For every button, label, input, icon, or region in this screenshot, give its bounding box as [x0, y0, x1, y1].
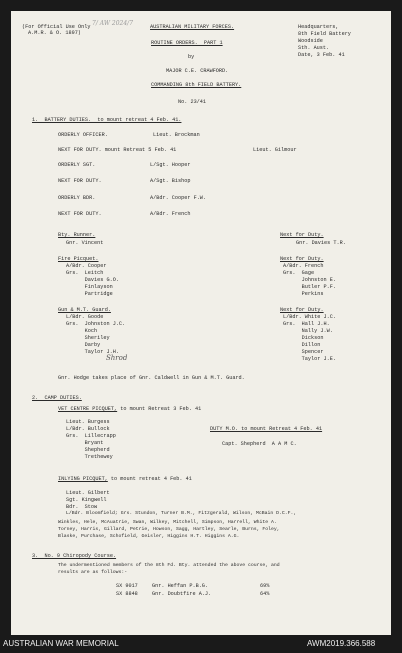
section3-heading: 3. No. 9 Chiropody Course.: [32, 553, 117, 559]
section1-heading: 1. BATTERY DUTIES. to mount retreat 4 Feb. 41.: [32, 117, 182, 123]
inlying-line: Sgt. Kingwell: [66, 497, 107, 503]
hq-line-3: Woodside: [298, 38, 323, 44]
official-use-line-2: A.M.R. & O. 1897): [28, 30, 81, 36]
duty-name: L/Sgt. Hooper: [150, 162, 191, 168]
duty-name: Lieut. Brockman: [153, 132, 200, 138]
hq-line-2: 8th Field Battery: [298, 31, 351, 37]
inlying-picquet-heading: [58, 476, 192, 482]
next-duty-line: Perkins: [283, 291, 324, 297]
next-duty-line: Nally J.W.: [283, 328, 333, 334]
fire-picquet-line: Finlayson: [66, 284, 113, 290]
gun-guard-line: Sheriley: [66, 335, 110, 341]
section2-heading: 2. CAMP DUTIES.: [32, 395, 82, 401]
fire-picquet-line: Davies G.O.: [66, 277, 119, 283]
substitution-note: Gnr. Hodge takes place of Gnr. Caldwell in Gun & M.T. Guard.: [58, 375, 245, 381]
gun-guard-title: Gun & M.T. Guard.: [58, 307, 111, 313]
next-duty-line: Dickson: [283, 335, 324, 341]
duty-name: A/Bdr. French: [150, 211, 191, 217]
pencil-note: 7/ AW 2024/7: [92, 20, 134, 27]
entrance-picquet-heading: [58, 406, 201, 412]
inlying-picquet-title: INLYING PICQUET,: [58, 476, 108, 482]
entrance-picquet-title: VET CENTRE PICQUET,: [58, 406, 118, 412]
entrance-picquet-line: Grs. Lillecrapp: [66, 433, 116, 439]
gun-guard-line: Grs. Johnston J.C.: [66, 321, 126, 327]
section3-intro: The undermentioned members of the 8th Fd. Bty. attended the above course, and: [58, 563, 280, 568]
fire-picquet-line: A/Bdr. Cooper: [66, 263, 107, 269]
gun-guard-line: L/Bdr. Goode: [66, 314, 104, 320]
title-line-5: COMMANDING 8th FIELD BATTERY.: [151, 82, 242, 88]
entrance-picquet-line: L/Bdr. Bullock: [66, 426, 110, 432]
fire-picquet-title: Fire Picquet.: [58, 256, 99, 262]
duty-role: NEXT FOR DUTY. mount Retreat 5 Feb. 41: [58, 147, 177, 153]
inlying-line: Blaske, Purchase, Schofield, Geisler, Higgins H.T. Higgins A.G.: [58, 534, 240, 539]
bty-runner-title: Bty. Runner.: [58, 232, 96, 238]
duty-name: A/Bdr. Cooper F.W.: [150, 195, 207, 201]
entrance-picquet-line: Trethewey: [66, 454, 113, 460]
entrance-picquet-line: Shepherd: [66, 447, 110, 453]
entrance-picquet-line: Bryant: [66, 440, 104, 446]
fire-picquet-line: Partridge: [66, 291, 113, 297]
hq-line-5: Date, 3 Feb. 41: [298, 52, 345, 58]
official-use-line-1: (For Official Use Only: [22, 24, 91, 30]
entrance-picquet-line: Lieut. Burgess: [66, 419, 110, 425]
next-duty-line: Spencer: [283, 349, 324, 355]
next-duty-line: Gnr. Davies T.R.: [296, 240, 346, 246]
handwritten-annotation: Shrod: [106, 354, 128, 362]
archive-reference: AWM2019.366.588: [307, 639, 376, 648]
duty-name: A/Sgt. Bishop: [150, 178, 191, 184]
duty-role: ORDERLY SGT.: [58, 162, 96, 168]
section3-intro: results are as follows:-: [58, 570, 128, 575]
result-score: 69%: [260, 583, 270, 589]
duty-role: ORDERLY BDR.: [58, 195, 96, 201]
gun-guard-line: Koch: [66, 328, 98, 334]
order-number: No. 23/41: [178, 99, 207, 105]
title-line-4: MAJOR C.E. CRAWFORD.: [166, 68, 229, 74]
next-duty-line: Taylor J.E.: [283, 356, 336, 362]
next-duty-line: A/Bdr. French: [283, 263, 324, 269]
next-duty-title: Next for Duty.: [280, 232, 324, 238]
hq-line-1: Headquarters,: [298, 24, 339, 30]
duty-role: NEXT FOR DUTY.: [58, 178, 102, 184]
archive-name: AUSTRALIAN WAR MEMORIAL: [3, 639, 119, 648]
hq-line-4: Sth. Aust.: [298, 45, 330, 51]
result-name: Gnr. Heffan P.B.G.: [152, 583, 209, 589]
gun-guard-line: Darby: [66, 342, 101, 348]
result-score: 64%: [260, 591, 270, 597]
inlying-line: L/Bdr. Bloomfield; Grs. Stundon, Turner B.M., Fitzgerald, Wilson, McBain D.C.F.,: [66, 511, 297, 516]
next-duty-line: L/Bdr. White J.C.: [283, 314, 336, 320]
duty-mo-line: Capt. Shepherd A A M C.: [222, 441, 297, 447]
next-duty-title: Next for Duty.: [280, 256, 324, 262]
next-duty-line: Grs. Hall J.H.: [283, 321, 330, 327]
next-duty-line: Johnston E.: [283, 277, 336, 283]
inlying-line: Bdr. Stow: [66, 504, 98, 510]
inlying-line: Winkles, Hele, McAuatrie, Swan, Wilkey, Mitchell, Simpson, Harrell, White A.: [58, 520, 277, 525]
result-number: SX 9017: [116, 583, 138, 589]
inlying-line: Lieut. Gilbert: [66, 490, 110, 496]
result-name: Gnr. Doubtfire A.J.: [152, 591, 212, 597]
fire-picquet-line: Grs. Leitch: [66, 270, 104, 276]
inlying-line: Torney, Harris, Gillard, Petrie, Howson, Sagg, Hartley, Searle, Burns, Foley,: [58, 527, 280, 532]
duty-name: Lieut. Gilmour: [253, 147, 297, 153]
title-line-2: ROUTINE ORDERS. PART 1: [151, 40, 223, 46]
duty-role: ORDERLY OFFICER.: [58, 132, 108, 138]
entrance-picquet-suffix: to mount Retreat 3 Feb. 41: [117, 406, 202, 412]
title-line-3: by: [188, 54, 195, 60]
next-duty-line: Butler P.F.: [283, 284, 336, 290]
next-duty-title: Next for Duty.: [280, 307, 324, 313]
inlying-picquet-suffix: to mount retreat 4 Feb. 41: [107, 476, 192, 482]
title-line-1: AUSTRALIAN MILITARY FORCES.: [150, 24, 235, 30]
gun-guard-line: Taylor J.H.: [66, 349, 119, 355]
duty-role: NEXT FOR DUTY.: [58, 211, 102, 217]
next-duty-line: Grs. Gage: [283, 270, 315, 276]
bty-runner-line: Gnr. Vincent: [66, 240, 104, 246]
duty-mo-title: DUTY M.O. to mount Retreat 4 Feb. 41: [210, 426, 323, 432]
next-duty-line: Dillon: [283, 342, 321, 348]
result-number: SX 8848: [116, 591, 138, 597]
